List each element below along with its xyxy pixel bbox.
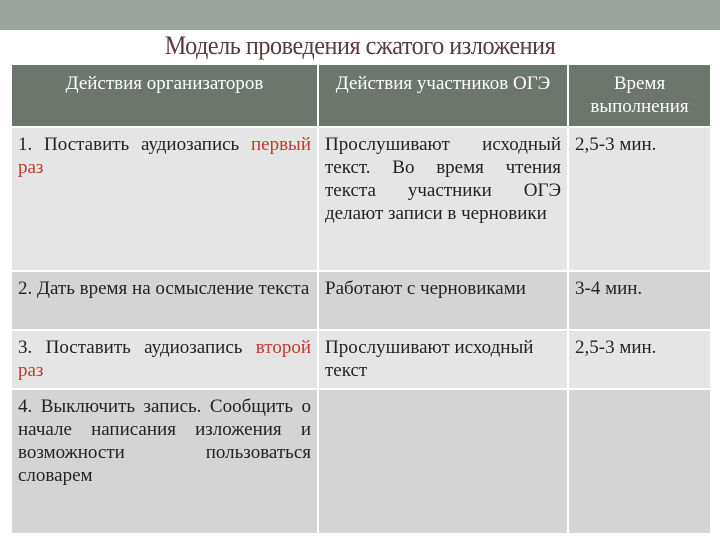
- header-participants: Действия участников ОГЭ: [318, 65, 568, 127]
- header-time: Время выполнения: [568, 65, 710, 127]
- table-row: [12, 127, 710, 271]
- table-header-row: [12, 65, 710, 127]
- header-organizers: Действия организаторов: [12, 65, 318, 127]
- cell-participants: Работают с черновиками: [318, 271, 568, 330]
- cell-time: 3-4 мин.: [568, 271, 710, 330]
- table-row: [12, 271, 710, 330]
- cell-organizers: [12, 127, 318, 271]
- top-decor-bar: [0, 0, 720, 30]
- slide-title: Модель проведения сжатого изложения: [164, 31, 556, 60]
- cell-organizers: [12, 271, 318, 330]
- cell-participants: Прослушивают исходный текст: [318, 330, 568, 389]
- procedure-table: [12, 65, 710, 535]
- organizers-text: 3. Поставить аудиозапись: [18, 337, 256, 358]
- organizers-text: 1. Поставить аудиозапись: [18, 134, 251, 155]
- cell-participants: Прослушивают исходный текст. Во время чтения текста участники ОГЭ делают записи в черновики: [318, 127, 568, 271]
- cell-organizers: [12, 330, 318, 389]
- organizers-highlight: второй раз: [18, 337, 311, 381]
- table-row: [12, 389, 710, 534]
- table-row: [12, 330, 710, 389]
- organizers-text: 2. Дать время на осмысление текста: [18, 278, 310, 299]
- cell-time: 2,5-3 мин.: [568, 127, 710, 271]
- cell-time: [568, 389, 710, 534]
- organizers-highlight: первый раз: [18, 134, 311, 178]
- cell-organizers: [12, 389, 318, 534]
- cell-participants: [318, 389, 568, 534]
- cell-time: 2,5-3 мин.: [568, 330, 710, 389]
- organizers-text: 4. Выключить запись. Сообщить о начале написания изложения и возможности пользоваться словарем: [18, 396, 311, 486]
